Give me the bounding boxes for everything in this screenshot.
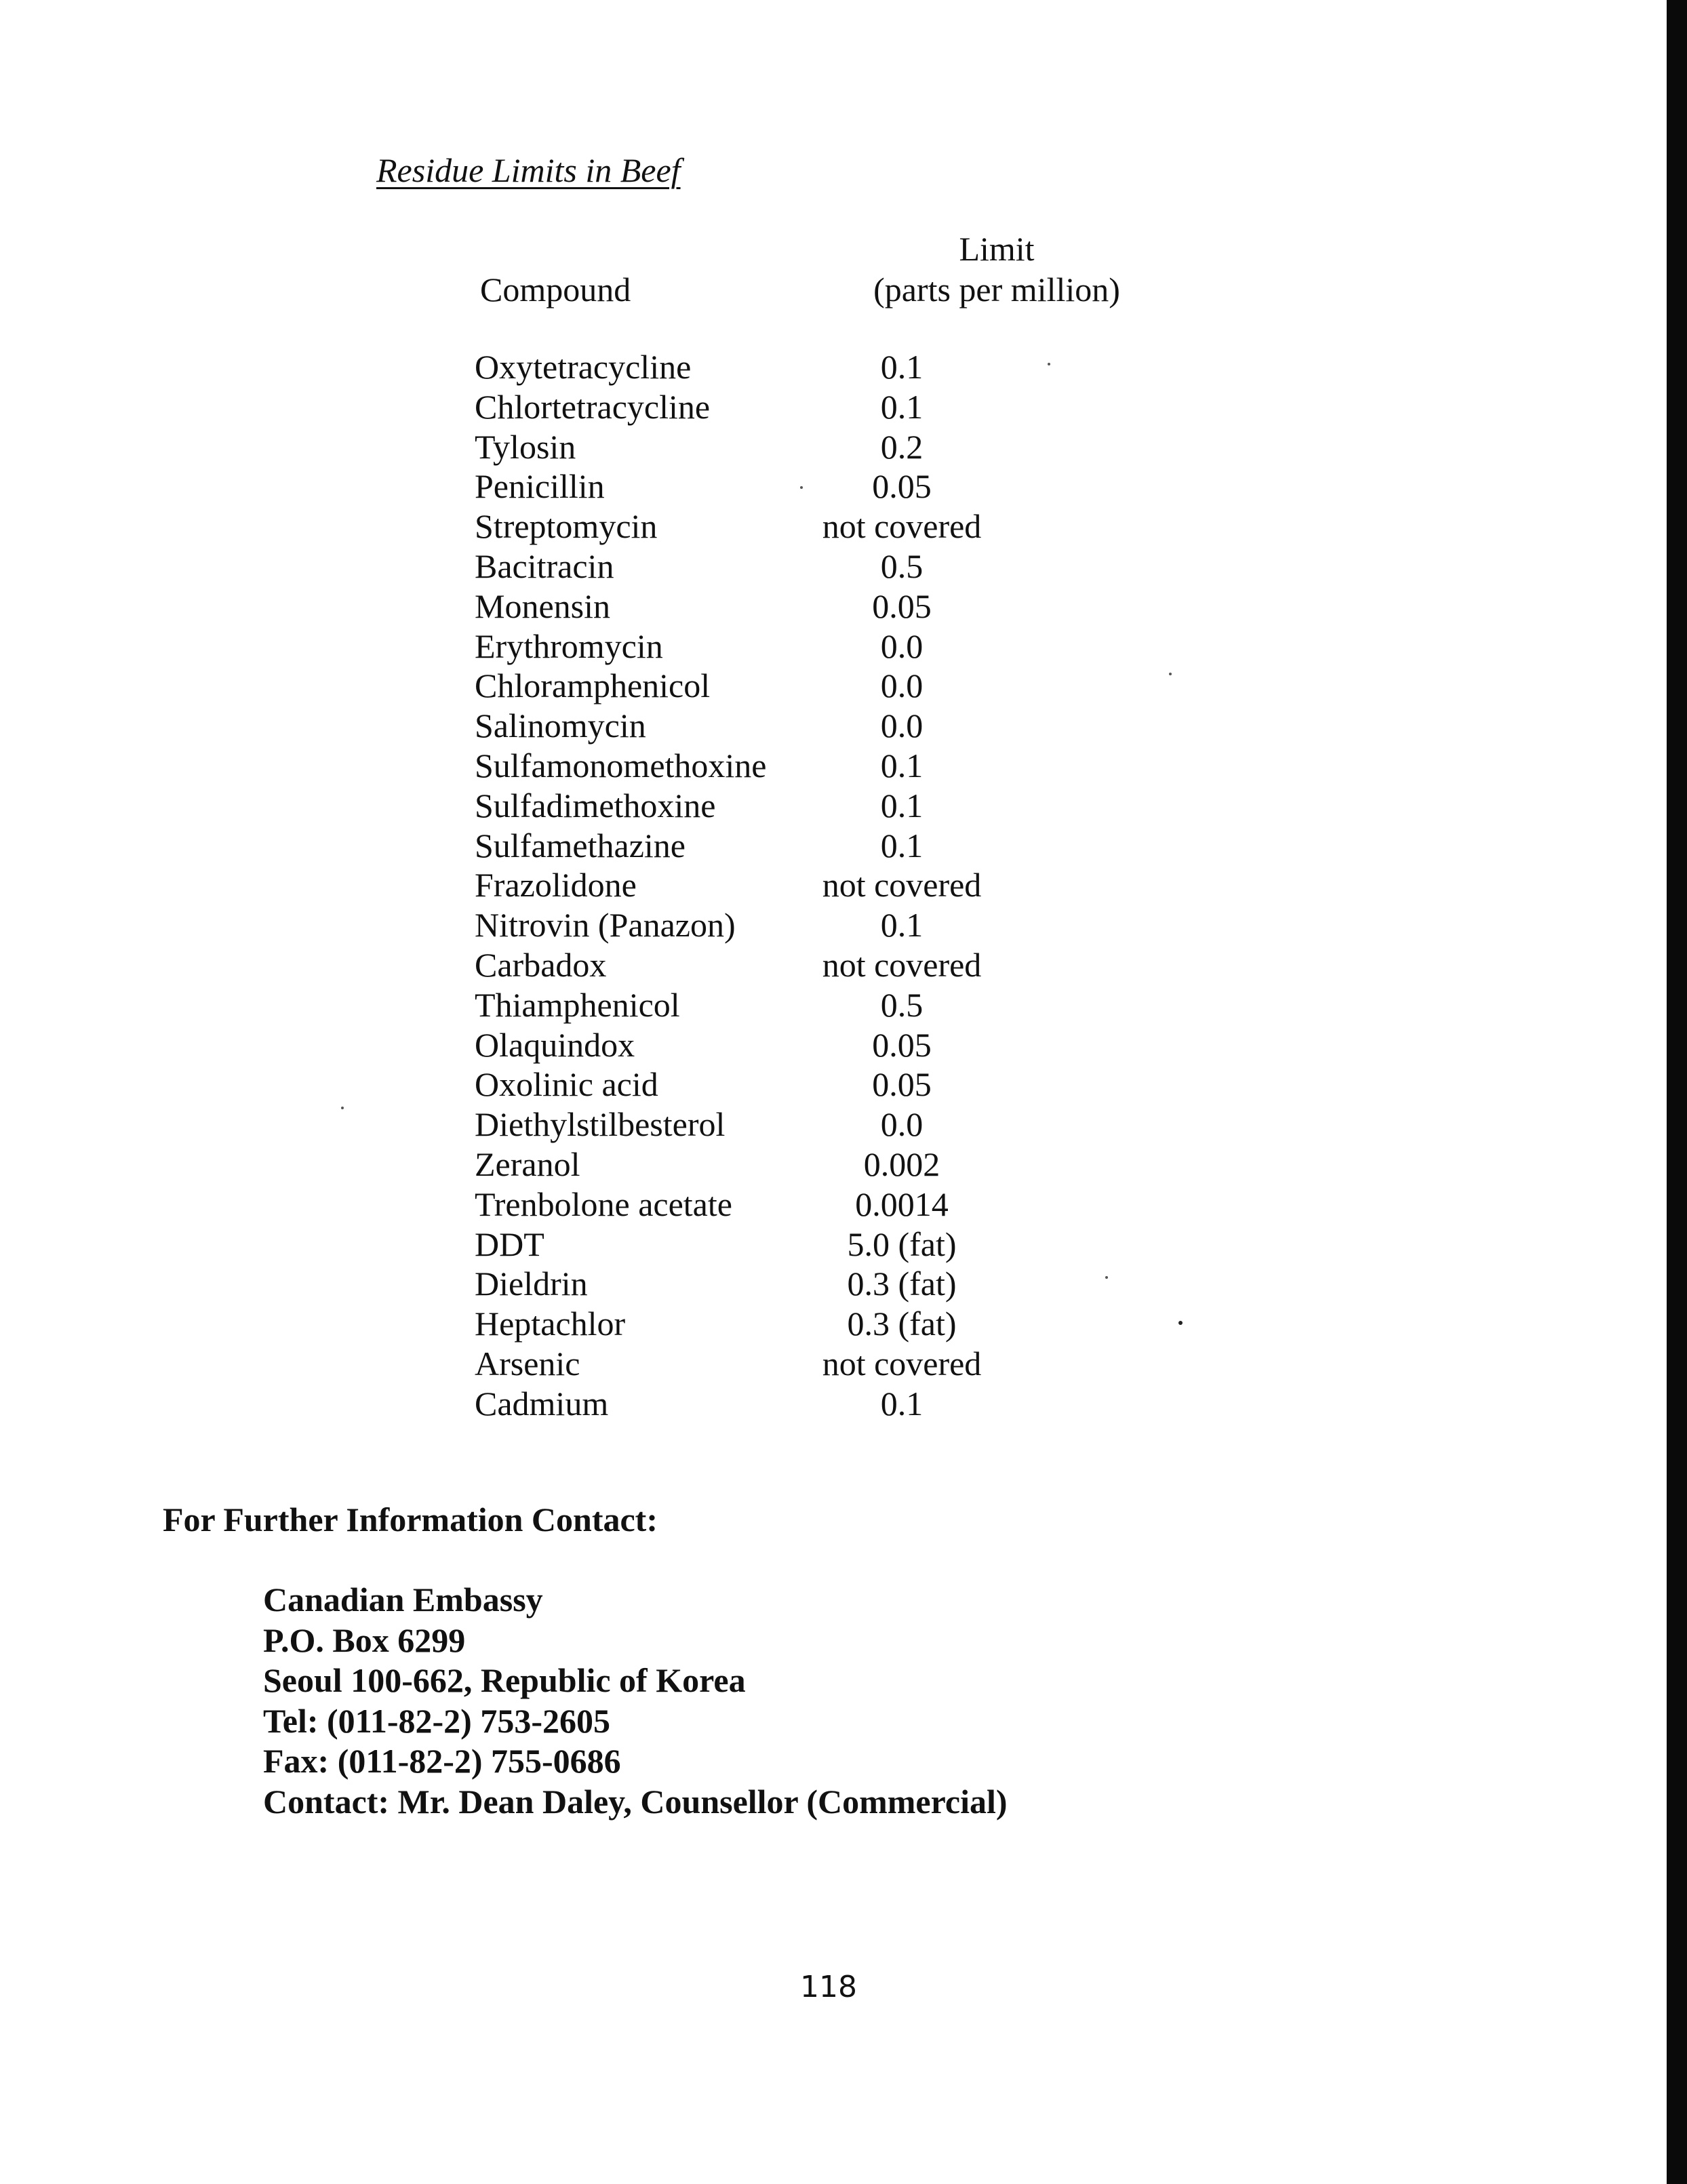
compound-name: Monensin (475, 587, 610, 625)
table-row (475, 1225, 1153, 1265)
table-row (475, 507, 1153, 547)
table-row (475, 1264, 1153, 1304)
limit-value: 0.05 (872, 467, 932, 506)
limit-value: 0.1 (880, 387, 924, 426)
contact-heading: For Further Information Contact: (163, 1501, 658, 1538)
table-row (475, 1065, 1153, 1105)
table-row (475, 627, 1153, 667)
limit-value: 0.0 (880, 667, 924, 705)
compound-name: Sulfamonomethoxine (475, 746, 767, 785)
scan-speck (1048, 363, 1050, 365)
table-row (475, 466, 1153, 507)
compound-name: Trenbolone acetate (475, 1185, 732, 1223)
limit-value: 0.1 (880, 348, 924, 386)
table-row (475, 1384, 1153, 1424)
compound-name: Chloramphenicol (475, 667, 711, 705)
limit-value: 0.0 (880, 627, 924, 665)
limit-value: not covered (822, 507, 982, 546)
table-row (475, 427, 1153, 467)
table-row (475, 547, 1153, 587)
table-row (475, 746, 1153, 786)
limit-value: 0.5 (880, 985, 924, 1024)
limit-value: 0.0014 (855, 1185, 949, 1223)
address-line: Tel: (011-82-2) 753-2605 (263, 1701, 610, 1740)
limit-value: 0.05 (872, 1025, 932, 1064)
table-row (475, 387, 1153, 427)
compound-name: Penicillin (475, 467, 605, 506)
limit-value: 0.05 (872, 587, 932, 625)
compound-name: Oxolinic acid (475, 1065, 658, 1104)
compound-name: Streptomycin (475, 507, 658, 546)
compound-name: Oxytetracycline (475, 348, 692, 386)
limit-value: 0.05 (872, 1065, 932, 1104)
table-row (475, 666, 1153, 706)
table-row (475, 1105, 1153, 1145)
table-row (475, 865, 1153, 905)
address-line: P.O. Box 6299 (263, 1621, 466, 1659)
compound-name: Sulfadimethoxine (475, 786, 716, 825)
scan-speck (800, 486, 803, 489)
scan-border-edge (1667, 0, 1687, 2184)
table-row (475, 587, 1153, 627)
address-line: Fax: (011-82-2) 755-0686 (263, 1742, 621, 1780)
contact-address-block (263, 1580, 1008, 1822)
table-row (475, 826, 1153, 866)
compound-name: Frazolidone (475, 866, 637, 905)
limit-value: 0.1 (880, 826, 924, 865)
table-row (475, 1304, 1153, 1344)
table-row (475, 706, 1153, 746)
compound-name: Thiamphenicol (475, 985, 680, 1024)
compound-name: Salinomycin (475, 707, 646, 745)
compound-name: DDT (475, 1225, 544, 1263)
limit-value: 0.2 (880, 427, 924, 466)
compound-name: Nitrovin (Panazon) (475, 906, 736, 945)
table-row (475, 905, 1153, 945)
table-row (475, 786, 1153, 826)
compound-name: Dieldrin (475, 1265, 588, 1303)
limit-value: not covered (822, 866, 982, 905)
limit-value: 0.002 (863, 1145, 940, 1183)
address-line: Contact: Mr. Dean Daley, Counsellor (Commercial) (263, 1782, 1008, 1821)
compound-name: Erythromycin (475, 627, 663, 665)
compound-name: Heptachlor (475, 1305, 626, 1343)
scan-speck (341, 1107, 344, 1109)
residue-limits-table (475, 347, 1153, 1424)
page-number: 118 (800, 1970, 857, 2004)
compound-name: Sulfamethazine (475, 826, 686, 865)
limit-value: 0.5 (880, 547, 924, 585)
compound-name: Bacitracin (475, 547, 614, 585)
compound-name: Arsenic (475, 1344, 580, 1383)
table-row (475, 985, 1153, 1025)
address-line: Seoul 100-662, Republic of Korea (263, 1661, 746, 1699)
compound-name: Olaquindox (475, 1025, 635, 1064)
column-header-limit: Limit (959, 230, 1035, 268)
limit-value: 0.3 (fat) (847, 1265, 957, 1303)
limit-value: 0.3 (fat) (847, 1305, 957, 1343)
scan-speck (1169, 673, 1172, 675)
limit-value: 0.0 (880, 707, 924, 745)
column-header-unit: (parts per million) (873, 271, 1120, 309)
limit-value: not covered (822, 945, 982, 984)
limit-value: 0.1 (880, 746, 924, 785)
table-row (475, 1025, 1153, 1065)
table-row (475, 1344, 1153, 1384)
compound-name: Tylosin (475, 427, 576, 466)
compound-name: Diethylstilbesterol (475, 1105, 726, 1144)
compound-name: Carbadox (475, 945, 607, 984)
table-row (475, 347, 1153, 387)
limit-value: 0.0 (880, 1105, 924, 1144)
table-row (475, 1145, 1153, 1185)
column-header-compound: Compound (480, 271, 631, 309)
limit-value: 5.0 (fat) (847, 1225, 957, 1263)
page-title: Residue Limits in Beef (376, 151, 681, 189)
limit-value: 0.1 (880, 786, 924, 825)
limit-value: not covered (822, 1344, 982, 1383)
address-line: Canadian Embassy (263, 1581, 543, 1619)
scan-speck (1178, 1321, 1183, 1325)
scan-speck (1105, 1276, 1108, 1279)
compound-name: Chlortetracycline (475, 387, 711, 426)
table-row (475, 945, 1153, 985)
compound-name: Zeranol (475, 1145, 580, 1183)
limit-value: 0.1 (880, 906, 924, 945)
compound-name: Cadmium (475, 1384, 609, 1423)
table-row (475, 1185, 1153, 1225)
limit-value: 0.1 (880, 1384, 924, 1423)
